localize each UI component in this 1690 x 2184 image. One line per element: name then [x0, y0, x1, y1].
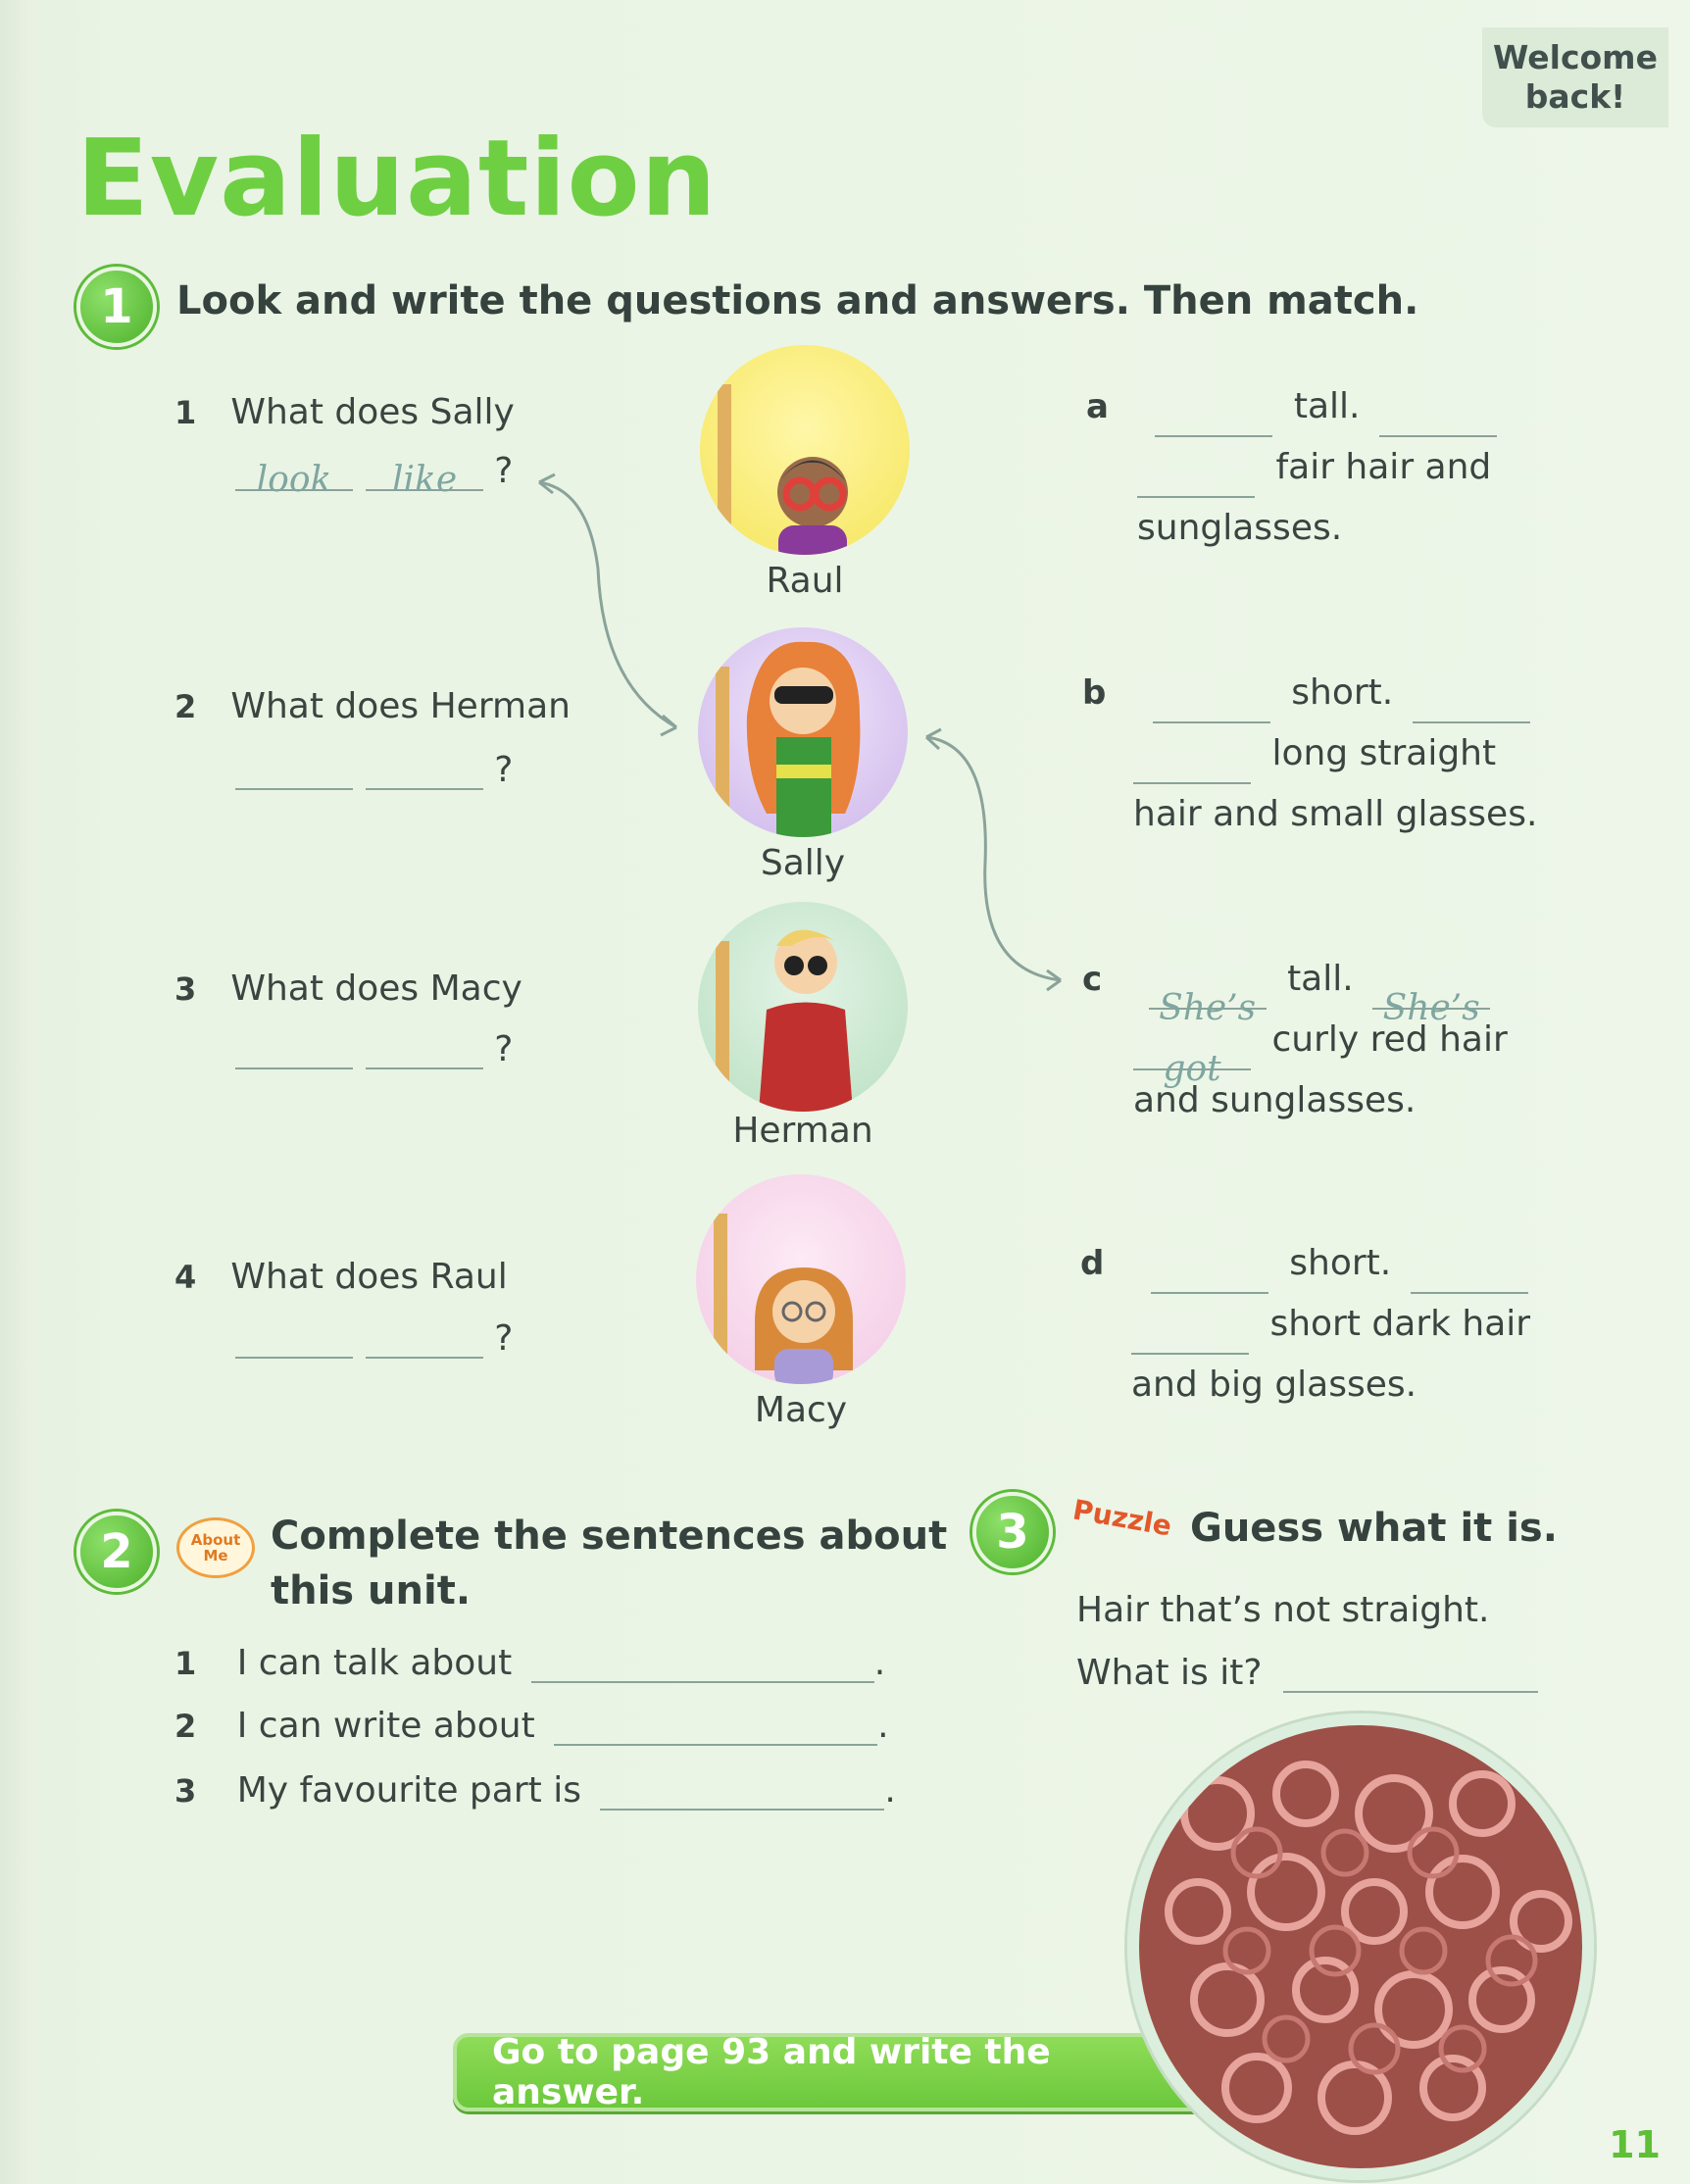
answer-blank[interactable] [1413, 692, 1530, 723]
sentence-blank[interactable] [554, 1714, 877, 1746]
sentence-1: 1 I can talk about . [174, 1643, 886, 1683]
answer-blank[interactable] [1379, 406, 1497, 437]
answer-blank[interactable] [1137, 467, 1255, 498]
question-number: 1 [174, 394, 197, 431]
curly-hair-photo [1127, 1713, 1594, 2180]
question-text: What does Raul [230, 1257, 508, 1297]
go-to-page-banner: Go to page 93 and write the answer. [453, 2033, 1218, 2111]
answer-d [1080, 1233, 1551, 1415]
answer-b [1082, 663, 1553, 845]
answer-blank[interactable]: got [1133, 1039, 1251, 1070]
question-text: What does Sally [230, 392, 515, 432]
puzzle-badge: Puzzle [1069, 1493, 1174, 1543]
answer-text: tall. [1293, 386, 1361, 426]
question-mark: ? [494, 1318, 514, 1359]
question-mark: ? [494, 750, 514, 790]
puzzle-question: What is it? [1076, 1653, 1263, 1693]
answer-text: hair and small glasses. [1133, 794, 1538, 834]
sentence-number: 3 [174, 1772, 197, 1810]
question-number: 3 [174, 970, 197, 1008]
question-number: 4 [174, 1259, 197, 1296]
answer-c [1082, 949, 1553, 1131]
character-name-herman: Herman [732, 1111, 873, 1151]
question-text: What does Macy [230, 968, 522, 1009]
answer-text: long straight [1271, 733, 1497, 773]
puzzle-answer-blank[interactable] [1283, 1662, 1538, 1693]
section-1-number: 1 [76, 267, 157, 347]
question-mark: ? [494, 1029, 514, 1069]
tab-line-1: Welcome [1493, 38, 1658, 76]
sentence-text: I can write about [236, 1706, 535, 1746]
section-1-instruction: Look and write the questions and answers. Then match. [176, 278, 1419, 323]
answer-blank[interactable] [1133, 753, 1251, 784]
section-3-instruction: Guess what it is. [1190, 1506, 1558, 1551]
question-text: What does Herman [230, 686, 571, 726]
answer-a [1086, 376, 1537, 559]
question-mark: ? [494, 451, 514, 491]
puzzle-question-row [1076, 1653, 1538, 1693]
about-me-badge: About Me [176, 1517, 255, 1578]
section-2-number: 2 [76, 1512, 157, 1592]
section-2-instruction-line-1: Complete the sentences about [271, 1514, 948, 1559]
answer-blank[interactable] [1151, 1263, 1268, 1294]
page-number: 11 [1609, 2123, 1661, 2166]
answer-text: short. [1289, 1243, 1392, 1283]
sentence-text: I can talk about [236, 1643, 513, 1683]
answer-letter: b [1082, 673, 1107, 713]
answer-text: and big glasses. [1131, 1365, 1417, 1405]
answer-text: fair hair and [1275, 447, 1492, 487]
sentence-number: 1 [174, 1645, 197, 1682]
answer-blank[interactable] [1153, 692, 1270, 723]
question-number: 2 [174, 688, 197, 725]
answer-text: tall. [1287, 959, 1354, 999]
answer-blank[interactable]: She’s [1149, 978, 1267, 1010]
answer-text: and sunglasses. [1133, 1080, 1417, 1120]
answer-letter: d [1080, 1244, 1105, 1283]
answer-text: curly red hair [1271, 1019, 1508, 1060]
answer-blank[interactable]: like [366, 460, 483, 491]
tab-line-2: back! [1524, 77, 1626, 116]
sentence-2: 2 I can write about . [174, 1706, 889, 1746]
answer-blank[interactable]: She’s [1372, 978, 1490, 1010]
answer-blank[interactable] [1131, 1323, 1249, 1355]
answer-text: short dark hair [1269, 1304, 1531, 1344]
answer-text: sunglasses. [1137, 508, 1343, 548]
page-title: Evaluation [76, 118, 718, 240]
character-name-sally: Sally [760, 843, 846, 883]
answer-blank[interactable] [1155, 406, 1272, 437]
section-3-number: 3 [972, 1492, 1053, 1572]
answer-letter: c [1082, 960, 1103, 999]
sentence-number: 2 [174, 1708, 197, 1745]
sentence-3: 3 My favourite part is . [174, 1770, 896, 1811]
character-name-macy: Macy [754, 1390, 848, 1430]
answer-blank[interactable] [1411, 1263, 1528, 1294]
character-name-raul: Raul [766, 561, 844, 601]
puzzle-clue: Hair that’s not straight. [1076, 1590, 1490, 1630]
sentence-blank[interactable] [600, 1779, 884, 1811]
answer-blank[interactable]: look [235, 460, 353, 491]
sentence-text: My favourite part is [236, 1770, 581, 1811]
section-2-instruction-line-2: this unit. [271, 1568, 472, 1613]
sentence-blank[interactable] [531, 1652, 874, 1683]
answer-text: short. [1291, 672, 1394, 713]
answer-letter: a [1086, 387, 1109, 426]
